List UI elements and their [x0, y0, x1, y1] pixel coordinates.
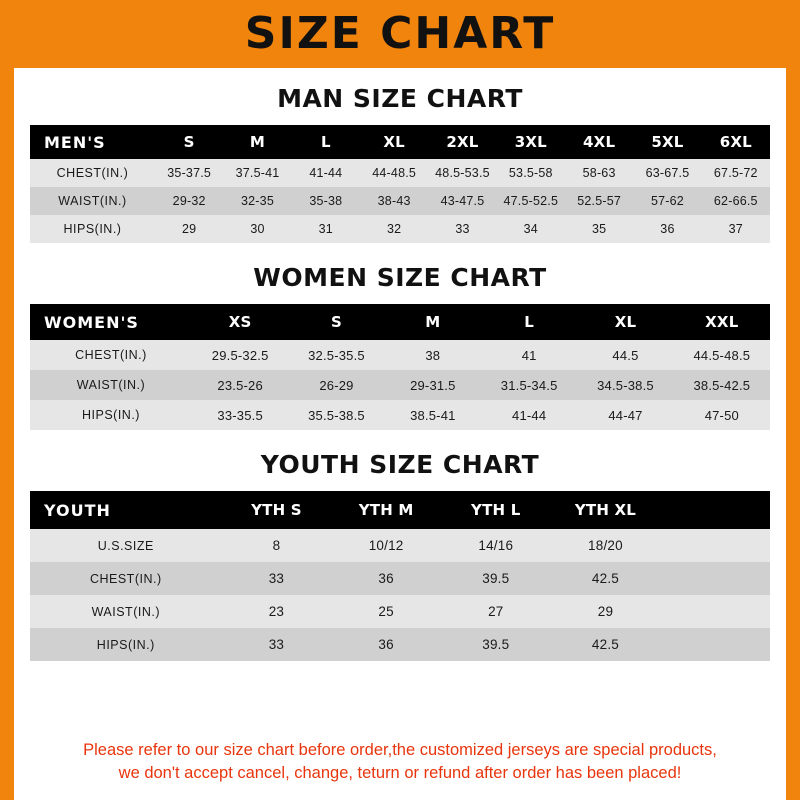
table-cell: 8: [222, 529, 332, 562]
table-cell: 41: [481, 340, 577, 370]
table-cell: 23.5-26: [192, 370, 288, 400]
table-cell-spacer: [660, 595, 770, 628]
table-cell: 33: [222, 562, 332, 595]
table-cell: 58-63: [565, 159, 633, 187]
youth-header-cell: YTH L: [441, 491, 551, 529]
table-cell: 34.5-38.5: [577, 370, 673, 400]
row-label: CHEST(IN.): [30, 159, 155, 187]
table-cell: 44-48.5: [360, 159, 428, 187]
table-cell: 35: [565, 215, 633, 243]
table-cell: 31.5-34.5: [481, 370, 577, 400]
table-cell: 37: [702, 215, 770, 243]
man-header-cell: 6XL: [702, 125, 770, 159]
table-cell: 29-32: [155, 187, 223, 215]
table-cell: 29-31.5: [385, 370, 481, 400]
women-header-cell: M: [385, 304, 481, 340]
women-size-table: [30, 304, 770, 430]
page-title: SIZE CHART: [244, 8, 556, 59]
women-table-head: [30, 304, 770, 340]
youth-table-head: [30, 491, 770, 529]
table-cell: 32: [360, 215, 428, 243]
footer-note-line-1: Please refer to our size chart before order,the customized jerseys are special products,: [83, 741, 717, 760]
women-table-body: [30, 340, 770, 430]
row-label: WAIST(IN.): [30, 595, 222, 628]
table-cell: 31: [292, 215, 360, 243]
table-cell: 39.5: [441, 628, 551, 661]
table-cell: 10/12: [331, 529, 441, 562]
man-header-cell: 4XL: [565, 125, 633, 159]
man-size-table: [30, 125, 770, 243]
table-cell: 29.5-32.5: [192, 340, 288, 370]
footer-note-line-2: we don't accept cancel, change, teturn or refund after order has been placed!: [118, 763, 682, 782]
table-cell: 62-66.5: [702, 187, 770, 215]
man-header-cell: S: [155, 125, 223, 159]
man-header-cell: 3XL: [497, 125, 565, 159]
table-cell: 38.5-42.5: [674, 370, 770, 400]
table-cell: 14/16: [441, 529, 551, 562]
footer-note: [30, 725, 770, 800]
table-cell: 44.5-48.5: [674, 340, 770, 370]
youth-size-table: [30, 491, 770, 661]
man-table-head: [30, 125, 770, 159]
table-header-row: [30, 125, 770, 159]
man-header-cell: 5XL: [633, 125, 701, 159]
table-cell: 36: [331, 628, 441, 661]
man-header-cell: XL: [360, 125, 428, 159]
table-cell: 30: [223, 215, 291, 243]
row-label: U.S.SIZE: [30, 529, 222, 562]
table-header-row: [30, 304, 770, 340]
table-cell: 34: [497, 215, 565, 243]
table-cell: 33: [428, 215, 496, 243]
women-header-cell: XL: [577, 304, 673, 340]
table-cell: 37.5-41: [223, 159, 291, 187]
youth-table-body: [30, 529, 770, 661]
table-row: [30, 529, 770, 562]
man-table-body: [30, 159, 770, 243]
youth-header-spacer: [660, 491, 770, 529]
table-cell: 47-50: [674, 400, 770, 430]
man-header-cell: 2XL: [428, 125, 496, 159]
table-cell: 25: [331, 595, 441, 628]
table-cell: 26-29: [288, 370, 384, 400]
youth-section-title: YOUTH SIZE CHART: [260, 450, 540, 479]
table-cell: 47.5-52.5: [497, 187, 565, 215]
table-cell: 38-43: [360, 187, 428, 215]
women-section-title: WOMEN SIZE CHART: [253, 263, 547, 292]
table-cell: 38.5-41: [385, 400, 481, 430]
table-cell: 23: [222, 595, 332, 628]
table-cell: 39.5: [441, 562, 551, 595]
row-label: WAIST(IN.): [30, 370, 192, 400]
row-label: HIPS(IN.): [30, 400, 192, 430]
table-cell: 35-38: [292, 187, 360, 215]
table-cell: 41-44: [481, 400, 577, 430]
youth-header-label: YOUTH: [30, 491, 222, 529]
table-cell: 32.5-35.5: [288, 340, 384, 370]
table-cell: 27: [441, 595, 551, 628]
table-cell: 57-62: [633, 187, 701, 215]
youth-header-cell: YTH M: [331, 491, 441, 529]
table-cell: 43-47.5: [428, 187, 496, 215]
women-header-cell: XXL: [674, 304, 770, 340]
table-cell: 29: [155, 215, 223, 243]
table-cell: 38: [385, 340, 481, 370]
man-header-cell: M: [223, 125, 291, 159]
row-label: CHEST(IN.): [30, 340, 192, 370]
table-cell-spacer: [660, 562, 770, 595]
table-row: [30, 628, 770, 661]
table-row: [30, 562, 770, 595]
row-label: HIPS(IN.): [30, 215, 155, 243]
man-header-cell: L: [292, 125, 360, 159]
table-row: [30, 187, 770, 215]
banner: [14, 0, 786, 68]
man-section-title: MAN SIZE CHART: [277, 84, 523, 113]
table-cell: 52.5-57: [565, 187, 633, 215]
table-cell: 67.5-72: [702, 159, 770, 187]
table-cell: 32-35: [223, 187, 291, 215]
table-row: [30, 340, 770, 370]
table-cell: 36: [331, 562, 441, 595]
table-cell: 63-67.5: [633, 159, 701, 187]
man-header-label: MEN'S: [30, 125, 155, 159]
table-cell-spacer: [660, 628, 770, 661]
table-cell: 18/20: [551, 529, 661, 562]
table-cell: 29: [551, 595, 661, 628]
content: [14, 68, 786, 800]
table-row: [30, 215, 770, 243]
table-cell-spacer: [660, 529, 770, 562]
table-cell: 41-44: [292, 159, 360, 187]
table-cell: 35.5-38.5: [288, 400, 384, 430]
row-label: WAIST(IN.): [30, 187, 155, 215]
women-header-cell: S: [288, 304, 384, 340]
table-cell: 42.5: [551, 628, 661, 661]
table-row: [30, 595, 770, 628]
table-row: [30, 159, 770, 187]
table-cell: 33: [222, 628, 332, 661]
women-header-cell: L: [481, 304, 577, 340]
table-cell: 42.5: [551, 562, 661, 595]
table-cell: 36: [633, 215, 701, 243]
row-label: HIPS(IN.): [30, 628, 222, 661]
table-row: [30, 370, 770, 400]
women-header-cell: XS: [192, 304, 288, 340]
table-cell: 44-47: [577, 400, 673, 430]
table-header-row: [30, 491, 770, 529]
table-cell: 44.5: [577, 340, 673, 370]
women-header-label: WOMEN'S: [30, 304, 192, 340]
table-cell: 48.5-53.5: [428, 159, 496, 187]
table-cell: 53.5-58: [497, 159, 565, 187]
youth-header-cell: YTH XL: [551, 491, 661, 529]
youth-header-cell: YTH S: [222, 491, 332, 529]
table-cell: 33-35.5: [192, 400, 288, 430]
table-row: [30, 400, 770, 430]
row-label: CHEST(IN.): [30, 562, 222, 595]
table-cell: 35-37.5: [155, 159, 223, 187]
